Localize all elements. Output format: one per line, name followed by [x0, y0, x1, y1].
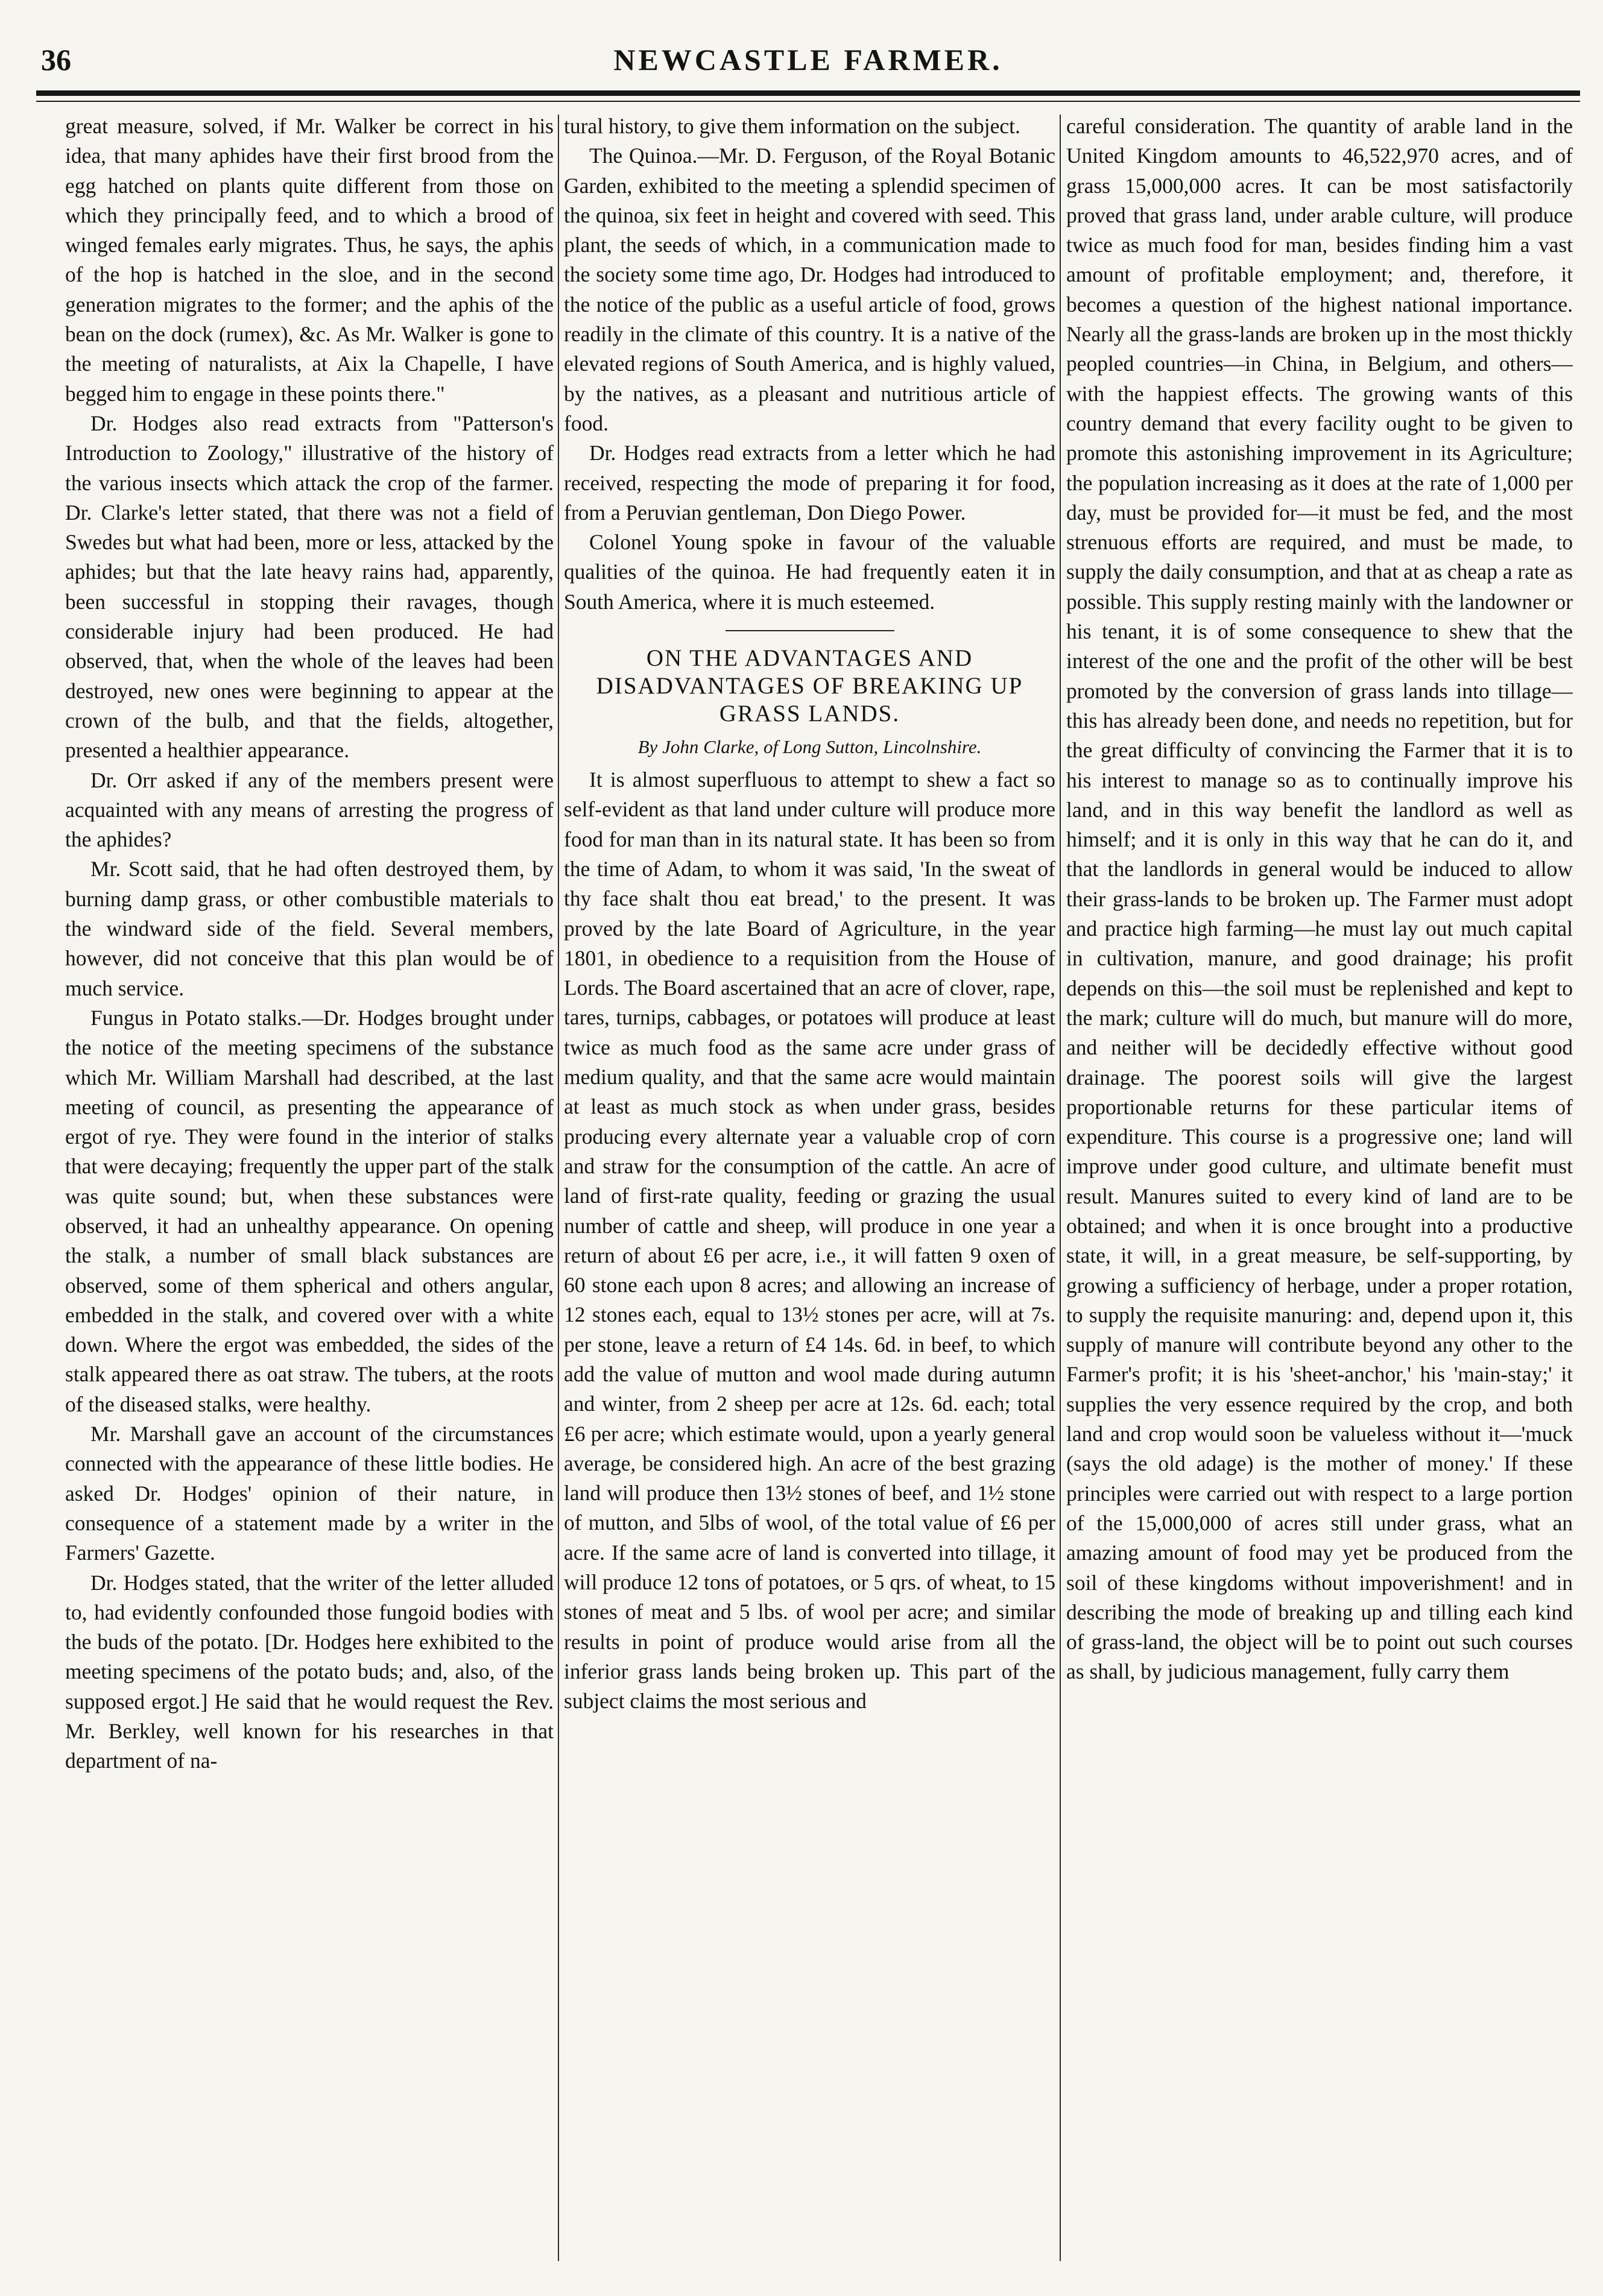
- page-header: [36, 42, 1580, 96]
- paragraph: Colonel Young spoke in favour of the valuable qualities of the quinoa. He had frequently eaten it in South America, where it is much esteemed.: [564, 530, 1055, 614]
- article-title: ON THE ADVANTAGES AND DISADVANTAGES OF BREAKING UP GRASS LANDS.: [596, 645, 1023, 727]
- column-1: [65, 112, 554, 2270]
- column-divider-2: [1060, 115, 1061, 2261]
- header-rule-thick: [36, 90, 1580, 96]
- paragraph: It is almost superfluous to attempt to shew a fact so self-evident as that land under culture will produce more food for man than in its natural state. It has been so from the time of Adam, to whom it was said, 'In the sweat of thy face shalt thou eat bread,' to the present. It was proved by the late Board of Agriculture, in the year 1801, in obedience to a requisition from the House of Lords. The Board ascertained that an acre of clover, rape, tares, turnips, cabbages, or potatoes will produce at least twice as much food as the same acre under grass of medium quality, and that the same acre would maintain at least as much stock as when under grass, besides producing every alternate year a valuable crop of corn and straw for the consumption of the cattle. An acre of land of first-rate quality, feeding or grazing the usual number of cattle and sheep, will produce in one year a return of about £6 per acre, i.e., it will fatten 9 oxen of 60 stone each upon 8 acres; and allowing an increase of 12 stones each, equal to 13½ stones per acre, will at 7s. per stone, leave a return of £4 14s. 6d. in beef, to which add the value of mutton and wool made during autumn and winter, from 2 sheep per acre at 12s. 6d. each; total £6 per acre; which estimate would, upon a yearly general average, be considered high. An acre of the best grazing land will produce then 13½ stones of beef, and 1½ stone of mutton, and 5lbs of wool, of the total value of £6 per acre. If the same acre of land is converted into tillage, it will produce 12 tons of potatoes, or 5 qrs. of wheat, to 15 stones of meat and 5 lbs. of wool per acre; and similar results in point of produce would arise from all the inferior grass lands being broken up. This part of the subject claims the most serious and: [564, 768, 1055, 1714]
- article-byline: By John Clarke, of Long Sutton, Lincolnshire.: [637, 736, 982, 758]
- paragraph: careful consideration. The quantity of arable land in the United Kingdom amounts to 46,522,970 acres, and of grass 15,000,000 acres. It can be most satisfactorily proved that grass land, under arable culture, will produce twice as much food for man, besides finding him a vast amount of profitable employment; and, therefore, it becomes a question of the highest national importance. Nearly all the grass-lands are broken up in the most thickly peopled countries—in China, in Belgium, and others—with the happiest effects. The growing wants of this country demand that every facility ought to be given to promote this astonishing improvement in its Agriculture; the population increasing as it does at the rate of 1,000 per day, must be provided for—it must be fed, and the most strenuous efforts are required, and must be made, to supply the daily consumption, and that at as cheap a rate as possible. This supply resting mainly with the landowner or his tenant, it is of some consequence to shew that the interest of the one and the profit of the other will be best promoted by the conversion of grass lands into tillage—this has already been done, and needs no repetition, but for the great difficulty of convincing the Farmer that it is to his interest to manage so as to continually improve his land, and in this way benefit the landlord as well as himself; and it is only in this way that he can do it, and that the landlords in general would be induced to allow their grass-lands to be broken up. The Farmer must adopt and practice high farming—he must lay out much capital in cultivation, manure, and good drainage; his profit depends on this—the soil must be replenished and kept to the mark; culture will do much, but manure will do more, and neither will be decidedly effective without good drainage. The poorest soils will give the largest proportionable returns for these particular items of expenditure. This course is a progressive one; land will improve under good culture, and ultimate benefit must result. Manures suited to every kind of land are to be obtained; and when it is once brought into a productive state, it will, in a great measure, be self-supporting, by growing a sufficiency of herbage, under a proper rotation, to supply the requisite manuring: and, depend upon it, this supply of manure will contribute beyond any other to the Farmer's profit; it is his 'sheet-anchor,' his 'main-stay;' it supplies the very essence required by the crop, and both land and crop would soon be valueless without it—'muck (says the old adage) is the mother of money.' If these principles were carried out with respect to a large portion of the 15,000,000 of acres still under grass, what an amazing amount of food may yet be produced from the soil of these kingdoms without impoverishment! and in describing the mode of breaking up and tilling each kind of grass-land, the object will be to point out such courses as shall, by judicious management, fully carry them: [1066, 114, 1573, 1684]
- paragraph: Dr. Orr asked if any of the members present were acquainted with any means of arresting the progress of the aphides?: [65, 768, 554, 852]
- column-2: [564, 112, 1055, 2270]
- page-number: 36: [41, 43, 71, 77]
- paragraph: great measure, solved, if Mr. Walker be correct in his idea, that many aphides have their first brood from the egg hatched on plants quite different from those on which they principally feed, and to which a brood of winged females early migrates. Thus, he says, the aphis of the hop is hatched in the sloe, and in the second generation migrates to the former; and the aphis of the bean on the dock (rumex), &c. As Mr. Walker is gone to the meeting of naturalists, at Aix la Chapelle, I have begged him to engage in these points there.": [65, 114, 554, 406]
- paragraph: The Quinoa.—Mr. D. Ferguson, of the Royal Botanic Garden, exhibited to the meeting a splendid specimen of the quinoa, six feet in height and covered with seed. This plant, the seeds of which, in a communication made to the society some time ago, Dr. Hodges had introduced to the notice of the public as a useful article of food, grows readily in the climate of this country. It is a native of the elevated regions of South America, and is highly valued, by the natives, as a pleasant and nutritious article of food.: [564, 144, 1055, 435]
- section-divider: [726, 630, 894, 631]
- header-rule-thin: [36, 101, 1580, 102]
- paragraph: Mr. Scott said, that he had often destroyed them, by burning damp grass, or other combustible materials to the windward side of the field. Several members, however, did not conceive that this plan would be of much service.: [65, 857, 554, 1000]
- paragraph: Dr. Hodges read extracts from a letter which he had received, respecting the mode of preparing it for food, from a Peruvian gentleman, Don Diego Power.: [564, 441, 1055, 525]
- paragraph: Dr. Hodges stated, that the writer of the letter alluded to, had evidently confounded those fungoid bodies with the buds of the potato. [Dr. Hodges here exhibited to the meeting specimens of the potato buds; and, also, of the supposed ergot.] He said that he would request the Rev. Mr. Berkley, well known for his researches in that department of na-: [65, 1570, 554, 1773]
- paragraph: Mr. Marshall gave an account of the circumstances connected with the appearance of these little bodies. He asked Dr. Hodges' opinion of their nature, in consequence of a statement made by a writer in the Farmers' Gazette.: [65, 1422, 554, 1565]
- column-3: [1066, 112, 1573, 2270]
- paragraph: Fungus in Potato stalks.—Dr. Hodges brought under the notice of the meeting specimens of the substance which Mr. William Marshall had described, at the last meeting of council, as presenting the appearance of ergot of rye. They were found in the interior of stalks that were decaying; frequently the upper part of the stalk was quite sound; but, when these substances were observed, it had an unhealthy appearance. On opening the stalk, a number of small black substances are observed, some of them spherical and others angular, embedded in the stalk, and covered over with a white down. Where the ergot was embedded, the sides of the stalk appeared there as oat straw. The tubers, at the roots of the diseased stalks, were healthy.: [65, 1005, 554, 1416]
- column-divider-1: [558, 115, 559, 2261]
- paragraph: Dr. Hodges also read extracts from "Patterson's Introduction to Zoology," illustrative of the history of the various insects which attack the crop of the farmer. Dr. Clarke's letter stated, that there was not a field of Swedes but what had been, more or less, attacked by the aphides; but that the late heavy rains had, apparently, been successful in stopping their ravages, though considerable injury had been produced. He had observed, that, when the whole of the leaves had been destroyed, new ones were beginning to appear at the crown of the bulb, and that the fields, altogether, presented a healthier appearance.: [65, 411, 554, 763]
- paragraph: tural history, to give them information on the subject.: [564, 114, 1020, 138]
- running-title: NEWCASTLE FARMER.: [613, 43, 1003, 77]
